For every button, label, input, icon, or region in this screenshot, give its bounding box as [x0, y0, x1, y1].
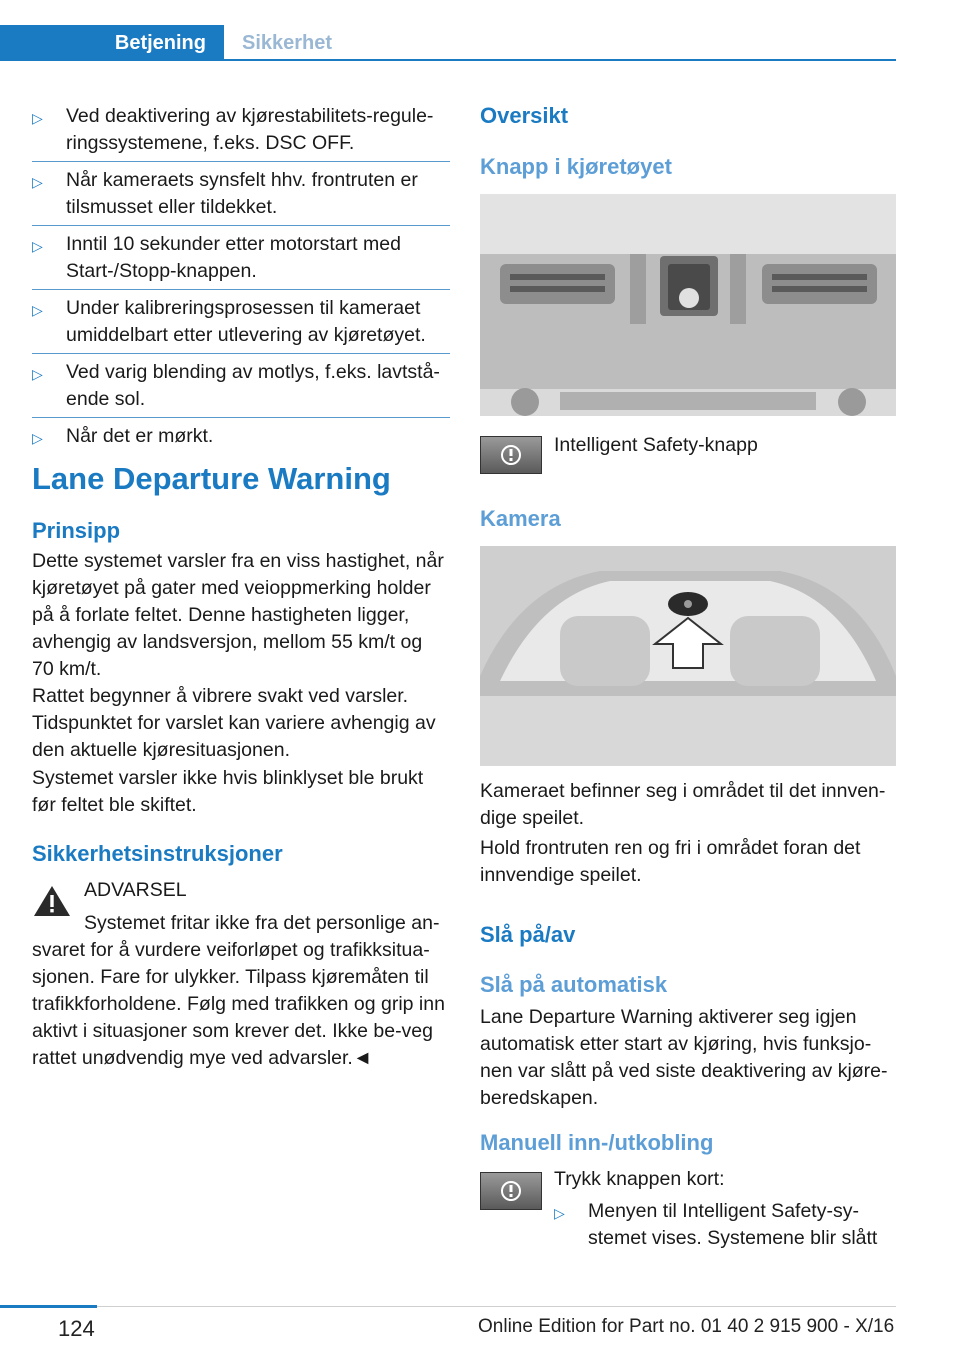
- footer-rule: [97, 1306, 896, 1307]
- footer-accent-rule: [0, 1305, 97, 1308]
- manual-list-item: [554, 1198, 896, 1252]
- triangle-bullet-icon: ▷: [32, 174, 43, 190]
- list-item-text: Inntil 10 sekunder etter motorstart med Start-/Stopp-knappen.: [66, 233, 401, 282]
- intelligent-safety-button-icon: [480, 1172, 542, 1210]
- list-item: [32, 103, 450, 162]
- button-heading: Knapp i kjøretøyet: [480, 154, 672, 179]
- principle-paragraph-1: Dette systemet varsler fra en viss hastighet, når kjøretøyet på gater med veioppmerking holder på å forlate feltet. Denne hastigheten ligger, avhengig av landsversjon, mellom 55 km/t og 70 km/t.: [32, 550, 444, 680]
- triangle-bullet-icon: ▷: [32, 302, 43, 318]
- camera-heading: Kamera: [480, 506, 561, 531]
- list-item-text: Når kameraets synsfelt hhv. frontruten er tilsmusset eller tildekket.: [66, 169, 418, 218]
- list-item-text: Ved varig blending av motlys, f.eks. lavtstå-ende sol.: [66, 361, 440, 410]
- tab-sikkerhet-label: Sikkerhet: [242, 31, 333, 54]
- overview-heading: Oversikt: [480, 103, 569, 128]
- edition-text: Online Edition for Part no. 01 40 2 915 900 - X/16: [478, 1316, 895, 1337]
- manual-paragraph: Trykk knappen kort:: [554, 1168, 725, 1190]
- header-rule: [224, 59, 896, 61]
- list-item-text: Ved deaktivering av kjørestabilitets-regule-ringssystemene, f.eks. DSC OFF.: [66, 105, 434, 154]
- camera-paragraph-2: Hold frontruten ren og fri i området foran det innvendige speilet.: [480, 837, 861, 886]
- camera-paragraph-1: Kameraet befinner seg i området til det innven-dige speilet.: [480, 780, 886, 829]
- intelligent-safety-button-icon: [480, 436, 542, 474]
- triangle-bullet-icon: ▷: [32, 110, 43, 126]
- tab-sikkerhet[interactable]: [224, 25, 424, 61]
- dashboard-button-photo: [480, 194, 896, 416]
- list-item: [32, 231, 450, 290]
- list-item: [32, 423, 450, 454]
- auto-heading: Slå på automatisk: [480, 972, 668, 997]
- triangle-bullet-icon: ▷: [32, 366, 43, 382]
- manual-heading: Manuell inn-/utkobling: [480, 1130, 714, 1155]
- list-item-text: Under kalibreringsprosessen til kameraet umiddelbart etter utlevering av kjøretøyet.: [66, 297, 426, 346]
- section-title: Lane Departure Warning: [32, 461, 391, 496]
- principle-paragraph-2: Rattet begynner å vibrere svakt ved varsler. Tidspunktet for varslet kan variere avhengig av den aktuelle kjøresituasjonen.: [32, 685, 436, 761]
- button-caption: Intelligent Safety-knapp: [554, 434, 758, 456]
- camera-location-photo: [480, 546, 896, 766]
- auto-paragraph: Lane Departure Warning aktiverer seg igjen automatisk etter start av kjøring, hvis funksjo-nen var slått på ved siste deaktivering av kjøre-beredskapen.: [480, 1006, 888, 1109]
- triangle-bullet-icon: ▷: [32, 430, 43, 446]
- page-number: 124: [58, 1316, 95, 1341]
- list-item: [32, 359, 450, 418]
- list-item: [32, 295, 450, 354]
- list-item: [32, 167, 450, 226]
- tab-betjening[interactable]: [0, 25, 224, 61]
- safety-heading: Sikkerhetsinstruksjoner: [32, 841, 283, 866]
- tab-betjening-label: Betjening: [114, 31, 206, 54]
- manual-list-item-text: Menyen til Intelligent Safety-sy-stemet vises. Systemene blir slått: [588, 1200, 878, 1249]
- warning-text: Systemet fritar ikke fra det personlige an-svaret for å vurdere veiforløpet og trafikksitua-sjonen. Fare for ulykker. Tilpass kjøremåten til trafikkforholdene. Følg med trafikken og grip inn aktivt i situasjoner som krever det. Ikke be-veg rattet unødvendig mye ved advarsler.◄: [32, 912, 445, 1069]
- principle-heading: Prinsipp: [32, 518, 121, 543]
- triangle-bullet-icon: ▷: [32, 238, 43, 254]
- list-item-text: Når det er mørkt.: [66, 425, 214, 447]
- conditions-list: [32, 103, 450, 459]
- onoff-heading: Slå på/av: [480, 922, 576, 947]
- warning-label: ADVARSEL: [84, 879, 187, 901]
- triangle-bullet-icon: ▷: [554, 1205, 565, 1221]
- principle-paragraph-3: Systemet varsler ikke hvis blinklyset ble brukt før feltet ble skiftet.: [32, 767, 424, 816]
